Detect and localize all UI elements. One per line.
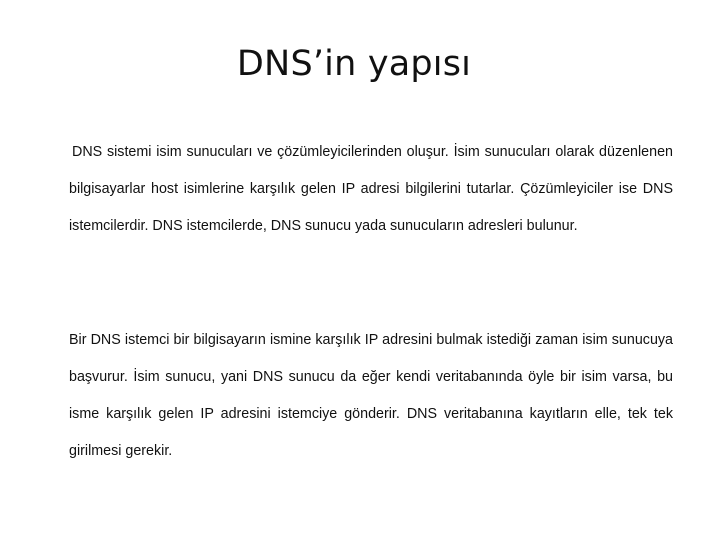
slide-title: DNS’in yapısı — [236, 44, 472, 84]
paragraph-dns-structure: DNS sistemi isim sunucuları ve çözümleyicilerinden oluşur. İsim sunucuları olarak düzenlenen bilgisayarlar host isimlerine karşılık gelen IP adresi bilgilerini tutarlar. Çözümleyiciler ise DNS istemcilerdir. DNS istemcilerde, DNS sunucu yada sunucuların adresleri bulunur. — [69, 144, 673, 234]
paragraph-dns-query: Bir DNS istemci bir bilgisayarın ismine karşılık IP adresini bulmak istediği zaman isim sunucuya başvurur. İsim sunucu, yani DNS sunucu da eğer kendi veritabanında öyle bir isim varsa, bu isme karşılık gelen IP adresini istemciye gönderir. DNS veritabanına kayıtların elle, tek tek girilmesi gerekir. — [69, 332, 673, 459]
